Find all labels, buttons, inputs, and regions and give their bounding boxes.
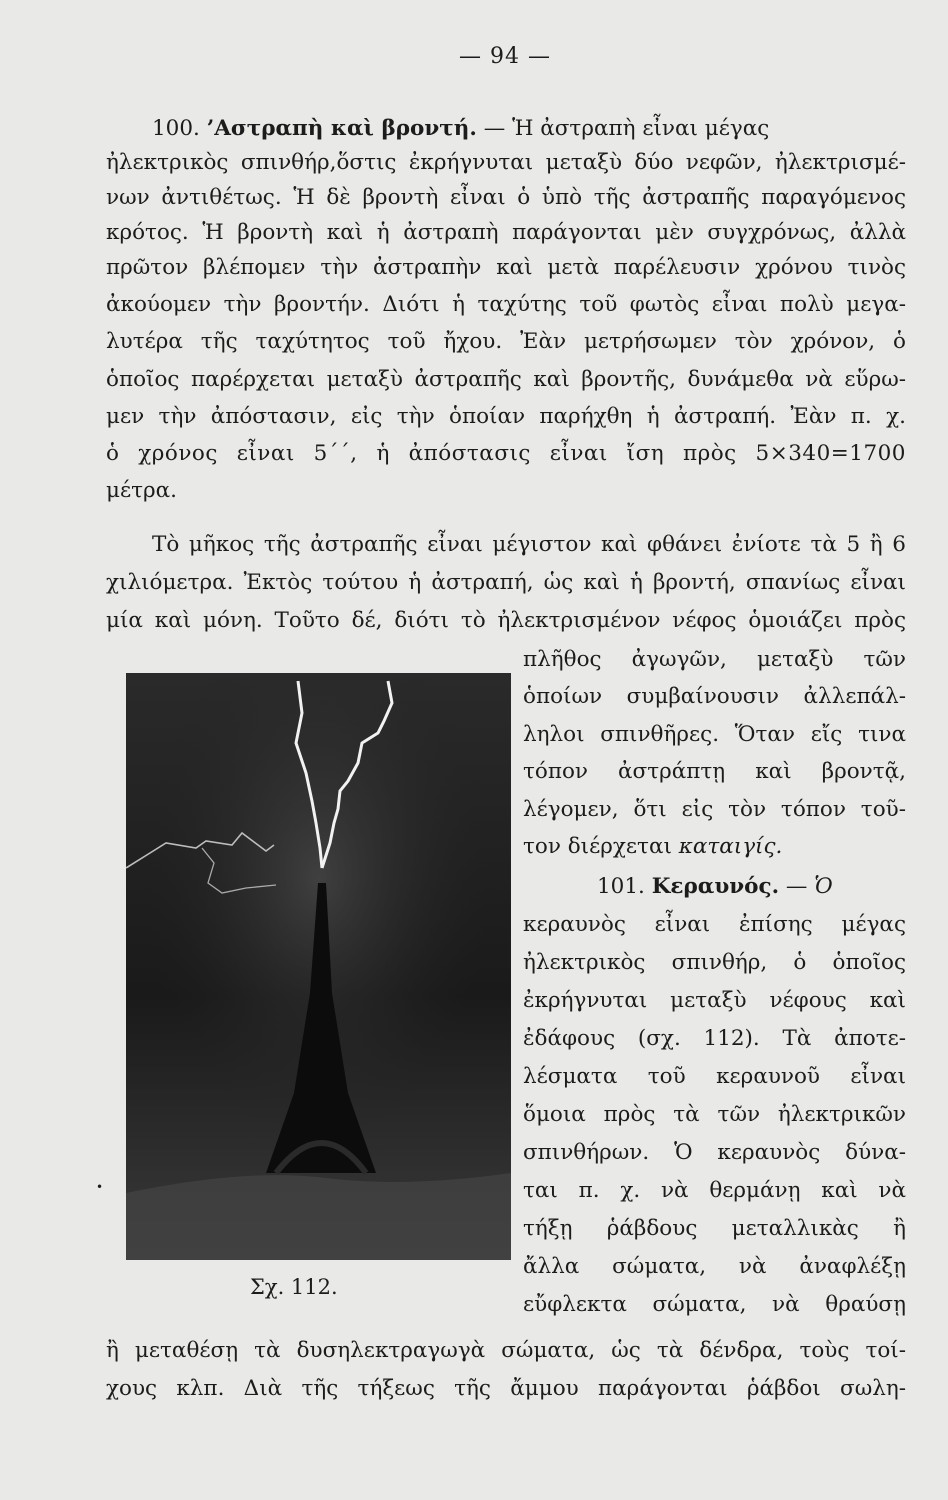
section-101-number: 101.: [597, 874, 645, 899]
section-100-line: λυτέρα τῆς ταχύτητος τοῦ ἤχου. Ἐὰν μετρήσωμεν τὸν χρόνον, ὁ: [106, 329, 906, 354]
section-100-para2-line: χιλιόμετρα. Ἐκτὸς τούτου ἡ ἀστραπή, ὡς καὶ ἡ βροντή, σπανίως εἶναι: [106, 570, 906, 595]
section-100-heading-line: [106, 112, 906, 146]
section-101-line: ὅμοια πρὸς τὰ τῶν ἠλεκτρικῶν: [523, 1102, 906, 1127]
section-100-line: πρῶτον βλέπομεν τὴν ἀστραπὴν καὶ μετὰ παρέλευσιν χρόνου τινὸς: [106, 255, 906, 280]
right-column-line: ὁποίων συμβαίνουσιν ἀλλεπάλ-: [523, 684, 906, 709]
section-101-line: ται π. χ. νὰ θερμάνῃ καὶ νὰ: [523, 1178, 906, 1203]
italic-term: καταιγίς.: [678, 834, 783, 859]
section-101-line: τήξῃ ῥάβδους μεταλλικὰς ἢ: [523, 1216, 906, 1241]
section-101-first-word: Ὁ: [814, 874, 833, 899]
section-101-dash: —: [785, 874, 808, 899]
margin-mark: •: [96, 1180, 104, 1194]
right-column-last-line: [523, 830, 906, 864]
section-101-line: σπινθήρων. Ὁ κεραυνὸς δύνα-: [523, 1140, 906, 1165]
section-100-line: νων ἀντιθέτως. Ἡ δὲ βροντὴ εἶναι ὁ ὑπὸ τῆς ἀστραπῆς παραγόμενος: [106, 185, 906, 210]
section-101-line: ἠλεκτρικὸς σπινθήρ, ὁ ὁποῖος: [523, 950, 906, 975]
ground-haze: [126, 1173, 511, 1260]
section-100-dash: —: [483, 116, 506, 141]
section-100-para2-line: μία καὶ μόνη. Τοῦτο δέ, διότι τὸ ἠλεκτρισμένον νέφος ὁμοιάζει πρὸς: [106, 608, 906, 633]
right-column-line: ληλοι σπινθῆρες. Ὅταν εἴς τινα: [523, 722, 906, 747]
section-100-title: ’Αστραπὴ καὶ βροντή.: [206, 116, 477, 141]
lightning-photograph: [126, 673, 511, 1260]
section-101-title: Κεραυνός.: [651, 874, 780, 899]
right-column-text: τον διέρχεται: [523, 834, 672, 859]
section-100-line-0: Ἡ ἀστραπὴ εἶναι μέγας: [512, 116, 770, 141]
section-101-line: ἐδάφους (σχ. 112). Τὰ ἀποτε-: [523, 1026, 906, 1051]
section-100-line: κρότος. Ἡ βροντὴ καὶ ἡ ἀστραπὴ παράγονται μὲν συγχρόνως, ἀλλὰ: [106, 220, 906, 245]
section-101-heading-line: [523, 870, 906, 904]
section-100-line: μέτρα.: [106, 478, 177, 503]
section-100-number: 100.: [152, 116, 200, 141]
page-number: — 94 —: [459, 44, 551, 69]
section-100-line: ἀκούομεν τὴν βροντήν. Διότι ἡ ταχύτης τοῦ φωτὸς εἶναι πολὺ μεγα-: [106, 292, 906, 317]
section-100-para2-line: Τὸ μῆκος τῆς ἀστραπῆς εἶναι μέγιστον καὶ φθάνει ἐνίοτε τὰ 5 ἢ 6: [152, 532, 906, 557]
section-101-bottom-line: χους κλπ. Διὰ τῆς τήξεως τῆς ἄμμου παράγονται ῥάβδοι σωλη-: [106, 1376, 906, 1401]
figure-caption: Σχ. 112.: [250, 1275, 338, 1299]
right-column-line: πλῆθος ἀγωγῶν, μεταξὺ τῶν: [523, 647, 906, 672]
section-100-line: ὁ χρόνος εἶναι 5΄΄, ἡ ἀπόστασις εἶναι ἴση πρὸς 5×340=1700: [106, 441, 906, 466]
section-100-line: ἠλεκτρικὸς σπινθήρ,ὅστις ἐκρήγνυται μεταξὺ δύο νεφῶν, ἠλεκτρισμέ-: [106, 150, 906, 175]
section-101-line: ἐκρήγνυται μεταξὺ νέφους καὶ: [523, 988, 906, 1013]
section-101-line: ἄλλα σώματα, νὰ ἀναφλέξῃ: [523, 1254, 906, 1279]
right-column-line: λέγομεν, ὅτι εἰς τὸν τόπον τοῦ-: [523, 797, 906, 822]
section-101-line: λέσματα τοῦ κεραυνοῦ εἶναι: [523, 1064, 906, 1089]
right-column-line: τόπον ἀστράπτῃ καὶ βροντᾷ,: [523, 759, 906, 784]
section-100-line: μεν τὴν ἀπόστασιν, εἰς τὴν ὁποίαν παρήχθη ἡ ἀστραπή. Ἐὰν π. χ.: [106, 404, 906, 429]
section-101-line: εὔφλεκτα σώματα, νὰ θραύσῃ: [523, 1292, 906, 1317]
section-100-line: ὁποῖος παρέρχεται μεταξὺ ἀστραπῆς καὶ βροντῆς, δυνάμεθα νὰ εὕρω-: [106, 367, 906, 392]
section-101-line: κεραυνὸς εἶναι ἐπίσης μέγας: [523, 912, 906, 937]
lightning-photo-drawing: [126, 673, 511, 1260]
section-101-bottom-line: ἢ μεταθέσῃ τὰ δυσηλεκτραγωγὰ σώματα, ὡς τὰ δένδρα, τοὺς τοί-: [106, 1338, 906, 1363]
